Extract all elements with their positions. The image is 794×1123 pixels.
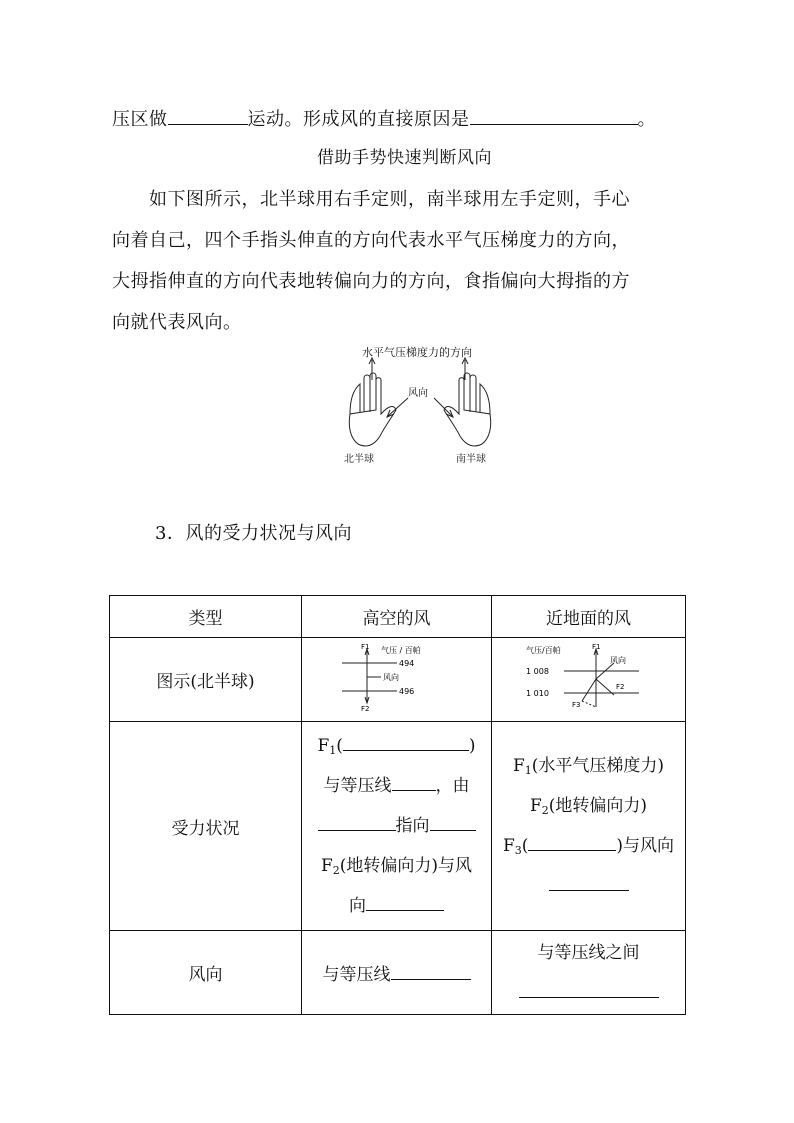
- text-fragment: (地转偏向力): [548, 796, 648, 816]
- diagram-label: F1: [591, 643, 600, 651]
- paragraph-line: 如下图所示，北半球用右手定则，南半球用左手定则，手心: [149, 189, 630, 210]
- diagram-label: F3: [571, 701, 580, 709]
- text-fragment: 。: [637, 109, 656, 130]
- text-fragment: F: [317, 736, 330, 756]
- table-row: [110, 722, 686, 931]
- subscript: 1: [524, 764, 532, 777]
- text-fragment: 指向: [395, 816, 430, 836]
- table-row: [110, 638, 686, 722]
- text-fragment: (地转偏向力)与风: [339, 856, 473, 876]
- row-label-forces: 受力状况: [110, 722, 302, 931]
- fill-blank: [519, 979, 659, 998]
- cell-line: [492, 973, 685, 1013]
- text-fragment: (水平气压梯度力): [531, 756, 665, 776]
- table-header-row: [110, 596, 686, 638]
- high-wind-diagram-cell: [302, 638, 492, 722]
- ground-wind-diagram: [524, 641, 654, 713]
- fill-blank: [318, 812, 396, 831]
- text-fragment: )与风向: [616, 836, 675, 856]
- row-label-direction: 风向: [110, 931, 302, 1015]
- section-title: 3．风的受力状况与风向: [155, 523, 352, 544]
- high-wind-diagram: [337, 641, 457, 713]
- cell-line: [302, 846, 491, 886]
- figure-label-wind: 风向: [408, 388, 428, 399]
- fill-blank: [528, 832, 616, 851]
- figure-label-south: 南半球: [456, 454, 486, 465]
- text-fragment: F: [502, 836, 515, 856]
- text-fragment: (: [521, 836, 529, 856]
- paragraph-line: 向着自己，四个手指头伸直的方向代表水平气压梯度力的方向，: [112, 230, 630, 251]
- low-forces-cell: [492, 722, 686, 931]
- text-fragment: 与等压线: [322, 965, 391, 985]
- subscript: 3: [514, 844, 522, 857]
- cell-line: [302, 806, 491, 846]
- cell-line: [302, 726, 491, 766]
- paragraph-line: 大拇指伸直的方向代表地转偏向力的方向，食指偏向大拇指的方: [112, 271, 630, 292]
- fill-blank: [392, 772, 436, 791]
- fill-blank: [549, 872, 629, 891]
- text-fragment: ): [468, 736, 476, 756]
- cell-line: [302, 766, 491, 806]
- text-fragment: 与等压线: [323, 776, 392, 796]
- diagram-label: F1: [360, 643, 369, 651]
- diagram-label: 风向: [382, 673, 399, 682]
- text-fragment: ，由: [435, 776, 470, 796]
- paragraph-line: 向就代表风向。: [112, 312, 242, 333]
- fill-blank: [168, 106, 248, 125]
- diagram-label: 气压 / 百帕: [380, 646, 421, 655]
- text-fragment: 运动。形成风的直接原因是: [247, 109, 470, 130]
- fill-blank: [366, 892, 444, 911]
- figure-label-north: 北半球: [344, 454, 374, 465]
- figure-label-top: 水平气压梯度力的方向: [362, 346, 472, 359]
- hands-illustration: [330, 344, 510, 468]
- text-fragment: 压区做: [112, 109, 168, 130]
- diagram-label: 496: [398, 687, 414, 696]
- diagram-label: 1 008: [525, 667, 549, 676]
- hand-rule-figure: [330, 344, 510, 468]
- high-forces-cell: [302, 722, 492, 931]
- diagram-label: 气压/百帕: [525, 646, 561, 655]
- table-row: [110, 931, 686, 1015]
- fill-blank: [391, 961, 471, 980]
- cell-line: 与等压线之间: [537, 942, 640, 963]
- subscript: 2: [332, 864, 340, 877]
- diagram-label: F2: [360, 705, 369, 713]
- text-fragment: F: [529, 796, 542, 816]
- text-fragment: 向: [349, 896, 366, 916]
- subscript: 1: [329, 744, 337, 757]
- text-line-1: [112, 106, 656, 132]
- diagram-label: 风向: [609, 656, 626, 665]
- header-type: 类型: [110, 596, 302, 638]
- text-fragment: (: [336, 736, 343, 756]
- ground-wind-diagram-cell: [492, 638, 686, 722]
- diagram-label: 494: [398, 659, 414, 668]
- sub-heading: 借助手势快速判断风向: [317, 148, 492, 168]
- header-high-wind: 高空的风: [302, 596, 492, 638]
- cell-line: [492, 826, 685, 866]
- fill-blank: [343, 732, 469, 751]
- row-label-diagram: 图示(北半球): [110, 638, 302, 722]
- fill-blank: [430, 812, 476, 831]
- header-ground-wind: 近地面的风: [492, 596, 686, 638]
- cell-line: [492, 746, 685, 786]
- diagram-label: F2: [615, 683, 624, 691]
- wind-force-table: [109, 595, 686, 1015]
- text-fragment: F: [512, 756, 525, 776]
- cell-line: [302, 886, 491, 926]
- diagram-label: 1 010: [525, 689, 549, 698]
- subscript: 2: [541, 804, 549, 817]
- low-direction-cell: [492, 931, 686, 1015]
- cell-line: [492, 866, 685, 906]
- text-fragment: F: [320, 856, 333, 876]
- high-direction-cell: [302, 931, 492, 1015]
- fill-blank: [470, 106, 638, 125]
- cell-line: [492, 786, 685, 826]
